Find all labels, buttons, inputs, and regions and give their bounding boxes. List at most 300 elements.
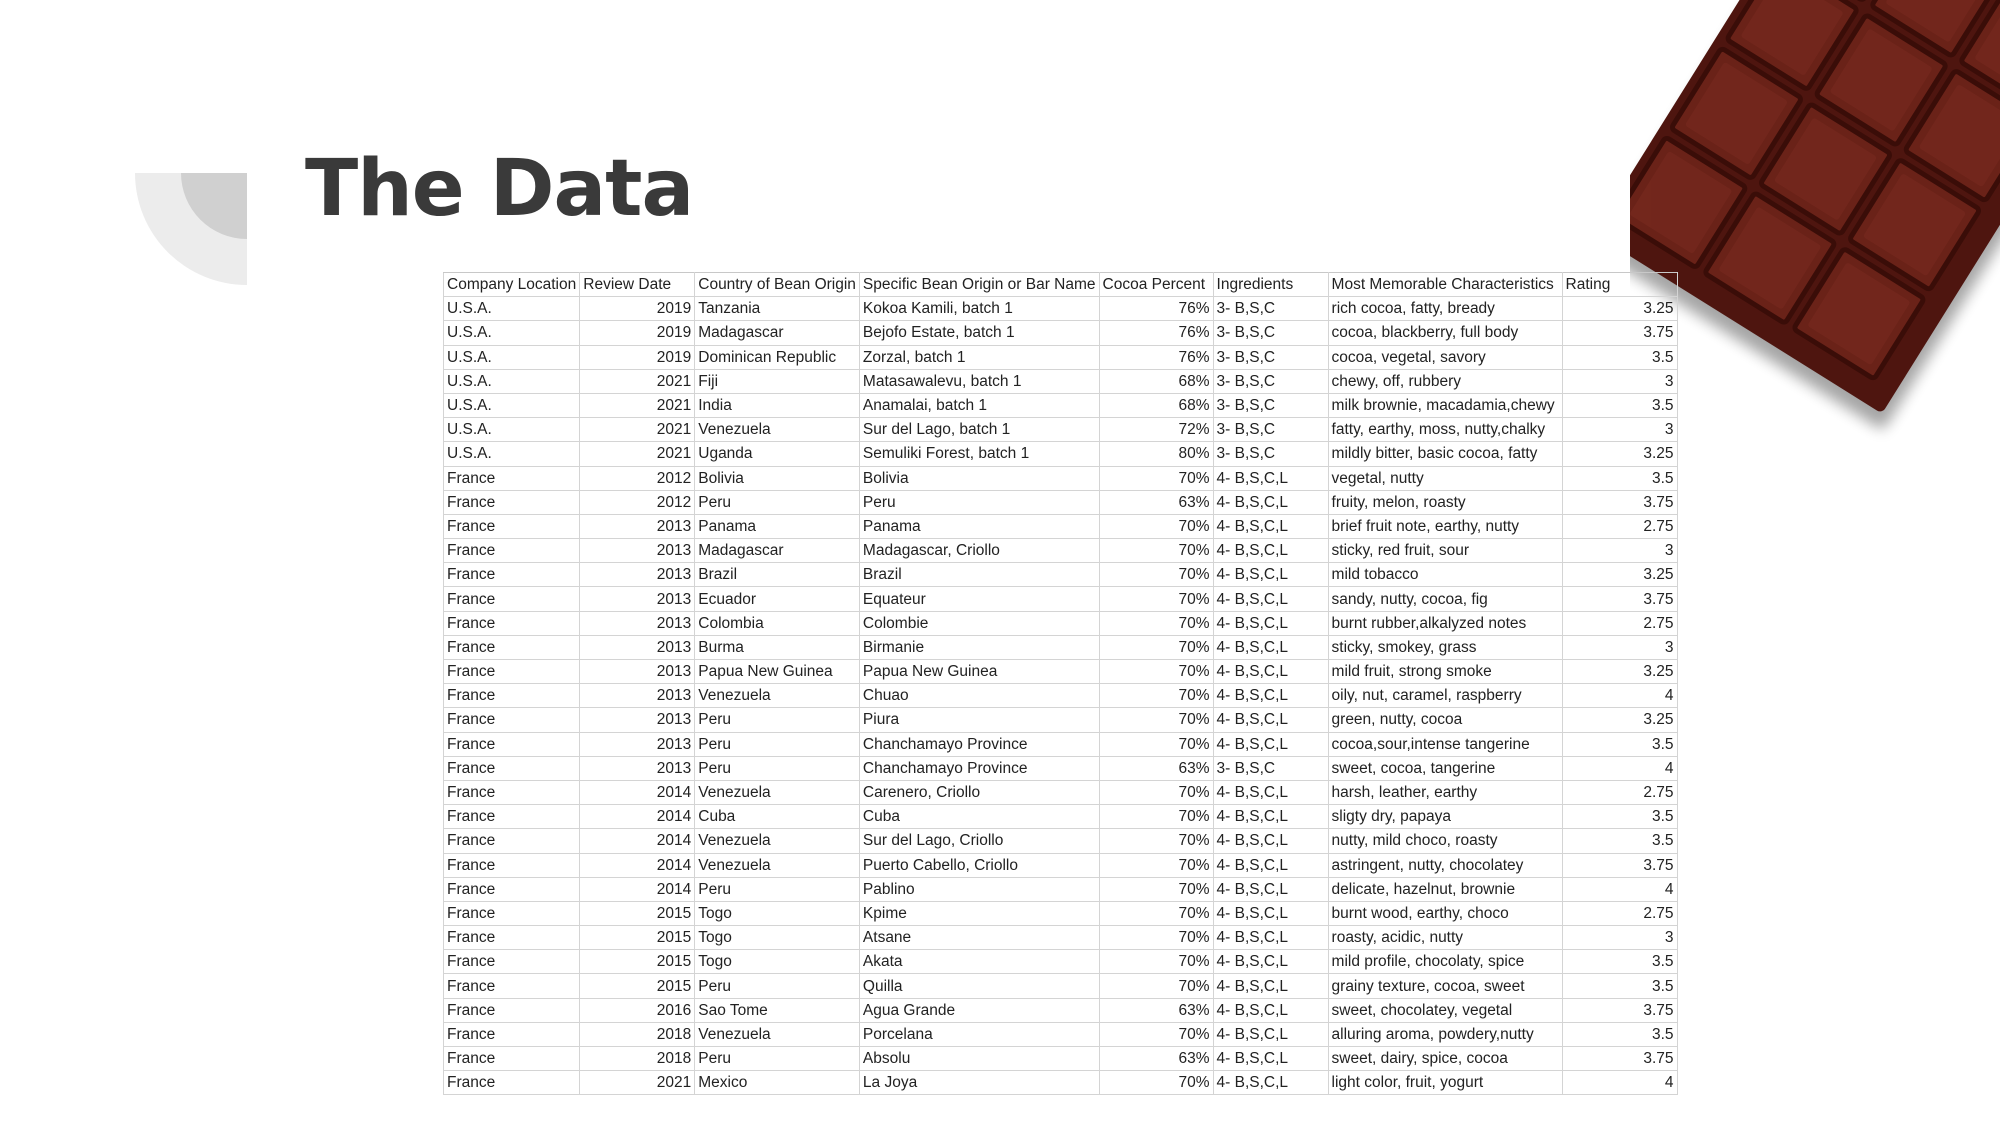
table-cell: delicate, hazelnut, brownie (1328, 877, 1562, 901)
table-cell: 3.25 (1562, 708, 1677, 732)
table-cell: 70% (1099, 563, 1213, 587)
table-row (444, 926, 1678, 950)
table-cell: Equateur (859, 587, 1099, 611)
table-cell: 3- B,S,C (1213, 297, 1328, 321)
table-cell: 2015 (580, 926, 695, 950)
table-cell: 4- B,S,C,L (1213, 708, 1328, 732)
table-row (444, 901, 1678, 925)
column-header: Review Date (580, 273, 695, 297)
table-row (444, 369, 1678, 393)
table-cell: 2013 (580, 514, 695, 538)
table-cell: 2014 (580, 853, 695, 877)
table-row (444, 587, 1678, 611)
table-row (444, 998, 1678, 1022)
table-cell: 2013 (580, 539, 695, 563)
table-cell: Agua Grande (859, 998, 1099, 1022)
table-header-row (444, 273, 1678, 297)
table-cell: 3- B,S,C (1213, 442, 1328, 466)
table-cell: France (444, 998, 580, 1022)
table-cell: U.S.A. (444, 442, 580, 466)
table-cell: 4- B,S,C,L (1213, 490, 1328, 514)
table-cell: Pablino (859, 877, 1099, 901)
table-cell: 3 (1562, 926, 1677, 950)
table-row (444, 611, 1678, 635)
table-cell: 2014 (580, 877, 695, 901)
table-row (444, 563, 1678, 587)
table-cell: Sur del Lago, Criollo (859, 829, 1099, 853)
table-cell: 4- B,S,C,L (1213, 611, 1328, 635)
table-cell: Carenero, Criollo (859, 780, 1099, 804)
table-cell: 2013 (580, 708, 695, 732)
table-cell: 2014 (580, 829, 695, 853)
table-cell: 3.75 (1562, 998, 1677, 1022)
column-header: Country of Bean Origin (695, 273, 860, 297)
table-cell: France (444, 1071, 580, 1095)
table-cell: 3- B,S,C (1213, 345, 1328, 369)
table-cell: Venezuela (695, 418, 860, 442)
table-cell: 3.5 (1562, 393, 1677, 417)
table-cell: 4- B,S,C,L (1213, 684, 1328, 708)
table-cell: Peru (695, 708, 860, 732)
table-cell: Piura (859, 708, 1099, 732)
table-row (444, 418, 1678, 442)
table-cell: Chuao (859, 684, 1099, 708)
table-cell: 3.25 (1562, 442, 1677, 466)
table-cell: 3.75 (1562, 490, 1677, 514)
table-cell: 4- B,S,C,L (1213, 780, 1328, 804)
table-cell: 3.5 (1562, 950, 1677, 974)
table-cell: Dominican Republic (695, 345, 860, 369)
table-cell: Absolu (859, 1047, 1099, 1071)
table-cell: 68% (1099, 369, 1213, 393)
table-cell: 3 (1562, 369, 1677, 393)
table-cell: roasty, acidic, nutty (1328, 926, 1562, 950)
table-cell: India (695, 393, 860, 417)
table-cell: Togo (695, 926, 860, 950)
table-cell: sweet, dairy, spice, cocoa (1328, 1047, 1562, 1071)
table-row (444, 950, 1678, 974)
table-cell: Ecuador (695, 587, 860, 611)
table-row (444, 829, 1678, 853)
table-row (444, 514, 1678, 538)
table-cell: 63% (1099, 1047, 1213, 1071)
table-cell: 63% (1099, 998, 1213, 1022)
table-cell: Akata (859, 950, 1099, 974)
table-row (444, 393, 1678, 417)
table-cell: 70% (1099, 684, 1213, 708)
table-cell: 4- B,S,C,L (1213, 1047, 1328, 1071)
column-header: Most Memorable Characteristics (1328, 273, 1562, 297)
table-cell: Peru (695, 756, 860, 780)
table-row (444, 877, 1678, 901)
table-cell: France (444, 756, 580, 780)
table-cell: Matasawalevu, batch 1 (859, 369, 1099, 393)
table-cell: Quilla (859, 974, 1099, 998)
table-cell: 2018 (580, 1022, 695, 1046)
table-cell: 2013 (580, 732, 695, 756)
table-row (444, 466, 1678, 490)
table-cell: 4 (1562, 1071, 1677, 1095)
table-cell: Papua New Guinea (859, 660, 1099, 684)
table-cell: France (444, 732, 580, 756)
table-cell: Tanzania (695, 297, 860, 321)
table-row (444, 539, 1678, 563)
table-cell: 2.75 (1562, 780, 1677, 804)
table-cell: cocoa,sour,intense tangerine (1328, 732, 1562, 756)
table-cell: 2014 (580, 780, 695, 804)
table-cell: 4- B,S,C,L (1213, 563, 1328, 587)
table-cell: 72% (1099, 418, 1213, 442)
table-cell: Zorzal, batch 1 (859, 345, 1099, 369)
table-cell: France (444, 950, 580, 974)
table-cell: 2019 (580, 321, 695, 345)
table-row (444, 1071, 1678, 1095)
table-cell: chewy, off, rubbery (1328, 369, 1562, 393)
table-cell: 3.25 (1562, 563, 1677, 587)
table-cell: 2014 (580, 805, 695, 829)
table-cell: mild fruit, strong smoke (1328, 660, 1562, 684)
quarter-circle-ornament-icon (135, 173, 247, 285)
table-cell: 4- B,S,C,L (1213, 974, 1328, 998)
table-cell: France (444, 563, 580, 587)
table-cell: Madagascar (695, 321, 860, 345)
table-cell: Anamalai, batch 1 (859, 393, 1099, 417)
table-row (444, 684, 1678, 708)
table-cell: mildly bitter, basic cocoa, fatty (1328, 442, 1562, 466)
table-cell: U.S.A. (444, 297, 580, 321)
table-cell: burnt rubber,alkalyzed notes (1328, 611, 1562, 635)
table-body (444, 297, 1678, 1095)
table-row (444, 974, 1678, 998)
table-cell: 63% (1099, 490, 1213, 514)
table-cell: 70% (1099, 1071, 1213, 1095)
table-cell: 4- B,S,C,L (1213, 998, 1328, 1022)
column-header: Specific Bean Origin or Bar Name (859, 273, 1099, 297)
table-cell: 3.5 (1562, 345, 1677, 369)
table-cell: 2018 (580, 1047, 695, 1071)
table-cell: harsh, leather, earthy (1328, 780, 1562, 804)
table-cell: 3.5 (1562, 1022, 1677, 1046)
table-cell: France (444, 1022, 580, 1046)
table-cell: 70% (1099, 660, 1213, 684)
table-cell: 4- B,S,C,L (1213, 539, 1328, 563)
table-cell: 68% (1099, 393, 1213, 417)
table-cell: France (444, 853, 580, 877)
table-cell: 2021 (580, 393, 695, 417)
table-cell: 70% (1099, 829, 1213, 853)
table-cell: astringent, nutty, chocolatey (1328, 853, 1562, 877)
table-cell: 4- B,S,C,L (1213, 466, 1328, 490)
table-cell: 70% (1099, 539, 1213, 563)
table-cell: 70% (1099, 853, 1213, 877)
table-cell: Togo (695, 901, 860, 925)
table-cell: 4- B,S,C,L (1213, 635, 1328, 659)
table-cell: sligty dry, papaya (1328, 805, 1562, 829)
table-cell: France (444, 829, 580, 853)
table-cell: milk brownie, macadamia,chewy (1328, 393, 1562, 417)
table-cell: France (444, 660, 580, 684)
table-cell: Bolivia (859, 466, 1099, 490)
table-row (444, 321, 1678, 345)
table-cell: France (444, 974, 580, 998)
table-cell: 2012 (580, 466, 695, 490)
table-cell: burnt wood, earthy, choco (1328, 901, 1562, 925)
table-cell: 70% (1099, 708, 1213, 732)
table-cell: 4 (1562, 756, 1677, 780)
table-cell: 70% (1099, 1022, 1213, 1046)
table-cell: Sur del Lago, batch 1 (859, 418, 1099, 442)
table-row (444, 805, 1678, 829)
table-cell: 3.75 (1562, 587, 1677, 611)
table-cell: 70% (1099, 901, 1213, 925)
table-cell: U.S.A. (444, 418, 580, 442)
table-cell: 2.75 (1562, 611, 1677, 635)
table-cell: 3.5 (1562, 466, 1677, 490)
table-cell: rich cocoa, fatty, bready (1328, 297, 1562, 321)
table-cell: France (444, 587, 580, 611)
table-cell: brief fruit note, earthy, nutty (1328, 514, 1562, 538)
table-cell: 70% (1099, 877, 1213, 901)
table-cell: U.S.A. (444, 393, 580, 417)
table-cell: Papua New Guinea (695, 660, 860, 684)
table-cell: Colombie (859, 611, 1099, 635)
table-cell: Sao Tome (695, 998, 860, 1022)
table-cell: Kpime (859, 901, 1099, 925)
table-cell: 3.75 (1562, 853, 1677, 877)
table-cell: 70% (1099, 514, 1213, 538)
table-cell: 3- B,S,C (1213, 321, 1328, 345)
table-cell: 4- B,S,C,L (1213, 1022, 1328, 1046)
table-cell: 3.75 (1562, 1047, 1677, 1071)
table-cell: 2019 (580, 297, 695, 321)
table-cell: Venezuela (695, 829, 860, 853)
table-cell: 70% (1099, 780, 1213, 804)
table-cell: 3.25 (1562, 297, 1677, 321)
table-cell: 2.75 (1562, 514, 1677, 538)
table-cell: 4- B,S,C,L (1213, 587, 1328, 611)
table-cell: 70% (1099, 587, 1213, 611)
table-cell: 70% (1099, 635, 1213, 659)
table-cell: 4- B,S,C,L (1213, 514, 1328, 538)
table-cell: Porcelana (859, 1022, 1099, 1046)
table-cell: Chanchamayo Province (859, 732, 1099, 756)
table-cell: 4- B,S,C,L (1213, 1071, 1328, 1095)
table-cell: 4 (1562, 684, 1677, 708)
table-cell: 2021 (580, 418, 695, 442)
table-cell: 2019 (580, 345, 695, 369)
table-cell: 76% (1099, 321, 1213, 345)
table-cell: France (444, 708, 580, 732)
table-row (444, 732, 1678, 756)
table-cell: France (444, 514, 580, 538)
table-cell: 3 (1562, 418, 1677, 442)
table-row (444, 490, 1678, 514)
table-cell: Brazil (695, 563, 860, 587)
table-cell: 2013 (580, 635, 695, 659)
table-row (444, 635, 1678, 659)
table-cell: Bejofo Estate, batch 1 (859, 321, 1099, 345)
table-cell: 3.5 (1562, 732, 1677, 756)
table-cell: sweet, cocoa, tangerine (1328, 756, 1562, 780)
table-cell: 4- B,S,C,L (1213, 660, 1328, 684)
table-row (444, 442, 1678, 466)
table-cell: 3- B,S,C (1213, 369, 1328, 393)
table-cell: 2021 (580, 442, 695, 466)
table-cell: Togo (695, 950, 860, 974)
table-cell: 2015 (580, 950, 695, 974)
table-cell: 2013 (580, 563, 695, 587)
table-cell: 2013 (580, 611, 695, 635)
table-cell: Burma (695, 635, 860, 659)
table-cell: La Joya (859, 1071, 1099, 1095)
table-cell: 80% (1099, 442, 1213, 466)
table-cell: 2021 (580, 1071, 695, 1095)
column-header: Ingredients (1213, 273, 1328, 297)
table-cell: sticky, smokey, grass (1328, 635, 1562, 659)
table-cell: 3 (1562, 635, 1677, 659)
table-row (444, 297, 1678, 321)
table-cell: France (444, 877, 580, 901)
data-table (443, 272, 1678, 1095)
table-cell: sandy, nutty, cocoa, fig (1328, 587, 1562, 611)
table-cell: Mexico (695, 1071, 860, 1095)
table-cell: Venezuela (695, 1022, 860, 1046)
table-cell: 3- B,S,C (1213, 756, 1328, 780)
table-cell: 70% (1099, 466, 1213, 490)
table-cell: Peru (695, 1047, 860, 1071)
table-cell: 2021 (580, 369, 695, 393)
table-cell: oily, nut, caramel, raspberry (1328, 684, 1562, 708)
table-cell: Venezuela (695, 684, 860, 708)
table-cell: France (444, 635, 580, 659)
table-cell: cocoa, vegetal, savory (1328, 345, 1562, 369)
table-cell: 76% (1099, 297, 1213, 321)
table-cell: 2015 (580, 901, 695, 925)
table-cell: Chanchamayo Province (859, 756, 1099, 780)
table-cell: Madagascar (695, 539, 860, 563)
table-cell: green, nutty, cocoa (1328, 708, 1562, 732)
table-cell: France (444, 611, 580, 635)
column-header: Rating (1562, 273, 1677, 297)
page-title: The Data (305, 144, 694, 234)
table-row (444, 780, 1678, 804)
table-cell: Cuba (859, 805, 1099, 829)
table-cell: 4 (1562, 877, 1677, 901)
table-cell: Peru (695, 490, 860, 514)
table-cell: 3.25 (1562, 660, 1677, 684)
table-cell: Peru (695, 877, 860, 901)
table-cell: 2013 (580, 587, 695, 611)
table-row (444, 345, 1678, 369)
table-cell: 4- B,S,C,L (1213, 877, 1328, 901)
table-cell: France (444, 926, 580, 950)
table-cell: 3- B,S,C (1213, 418, 1328, 442)
table-cell: France (444, 780, 580, 804)
table-cell: Puerto Cabello, Criollo (859, 853, 1099, 877)
table-cell: nutty, mild choco, roasty (1328, 829, 1562, 853)
table-cell: Venezuela (695, 853, 860, 877)
table-row (444, 756, 1678, 780)
table-cell: U.S.A. (444, 321, 580, 345)
chocolate-bar-icon (1630, 0, 2000, 450)
table-cell: grainy texture, cocoa, sweet (1328, 974, 1562, 998)
table-cell: Birmanie (859, 635, 1099, 659)
table-cell: 4- B,S,C,L (1213, 829, 1328, 853)
table-cell: Peru (695, 974, 860, 998)
table-cell: Peru (695, 732, 860, 756)
table-cell: Panama (695, 514, 860, 538)
table-row (444, 708, 1678, 732)
table-cell: Cuba (695, 805, 860, 829)
chocolate-bar-image (1630, 0, 2000, 450)
table-cell: 70% (1099, 926, 1213, 950)
table-cell: 63% (1099, 756, 1213, 780)
table-cell: Panama (859, 514, 1099, 538)
table-cell: 70% (1099, 950, 1213, 974)
table-cell: France (444, 490, 580, 514)
column-header: Company Location (444, 273, 580, 297)
table-cell: sticky, red fruit, sour (1328, 539, 1562, 563)
table-cell: 4- B,S,C,L (1213, 950, 1328, 974)
table-row (444, 660, 1678, 684)
table-cell: 4- B,S,C,L (1213, 805, 1328, 829)
table-cell: 2.75 (1562, 901, 1677, 925)
table-cell: 70% (1099, 805, 1213, 829)
table-cell: alluring aroma, powdery,nutty (1328, 1022, 1562, 1046)
table-cell: 3.5 (1562, 805, 1677, 829)
table-cell: France (444, 805, 580, 829)
table-cell: Uganda (695, 442, 860, 466)
table-cell: France (444, 901, 580, 925)
table-cell: 2013 (580, 756, 695, 780)
table-cell: Semuliki Forest, batch 1 (859, 442, 1099, 466)
table-cell: Colombia (695, 611, 860, 635)
table-cell: Peru (859, 490, 1099, 514)
table-cell: 2012 (580, 490, 695, 514)
table-cell: Atsane (859, 926, 1099, 950)
table-cell: 2013 (580, 660, 695, 684)
table-cell: U.S.A. (444, 369, 580, 393)
table-cell: 3 (1562, 539, 1677, 563)
table-cell: 70% (1099, 611, 1213, 635)
column-header: Cocoa Percent (1099, 273, 1213, 297)
table-cell: 4- B,S,C,L (1213, 926, 1328, 950)
table-cell: 3- B,S,C (1213, 393, 1328, 417)
table-cell: 3.5 (1562, 974, 1677, 998)
table-cell: Fiji (695, 369, 860, 393)
table-cell: France (444, 1047, 580, 1071)
table-cell: 76% (1099, 345, 1213, 369)
table-cell: France (444, 539, 580, 563)
table-cell: 70% (1099, 974, 1213, 998)
table-cell: 2013 (580, 684, 695, 708)
table-row (444, 1022, 1678, 1046)
table-row (444, 1047, 1678, 1071)
table-cell: mild profile, chocolaty, spice (1328, 950, 1562, 974)
table-cell: 2016 (580, 998, 695, 1022)
table-cell: 70% (1099, 732, 1213, 756)
table-cell: Bolivia (695, 466, 860, 490)
table-cell: 3.5 (1562, 829, 1677, 853)
table-cell: fatty, earthy, moss, nutty,chalky (1328, 418, 1562, 442)
table-cell: Madagascar, Criollo (859, 539, 1099, 563)
table-cell: 3.75 (1562, 321, 1677, 345)
table-cell: 2015 (580, 974, 695, 998)
table-cell: fruity, melon, roasty (1328, 490, 1562, 514)
table-cell: Venezuela (695, 780, 860, 804)
table-cell: light color, fruit, yogurt (1328, 1071, 1562, 1095)
table-cell: vegetal, nutty (1328, 466, 1562, 490)
